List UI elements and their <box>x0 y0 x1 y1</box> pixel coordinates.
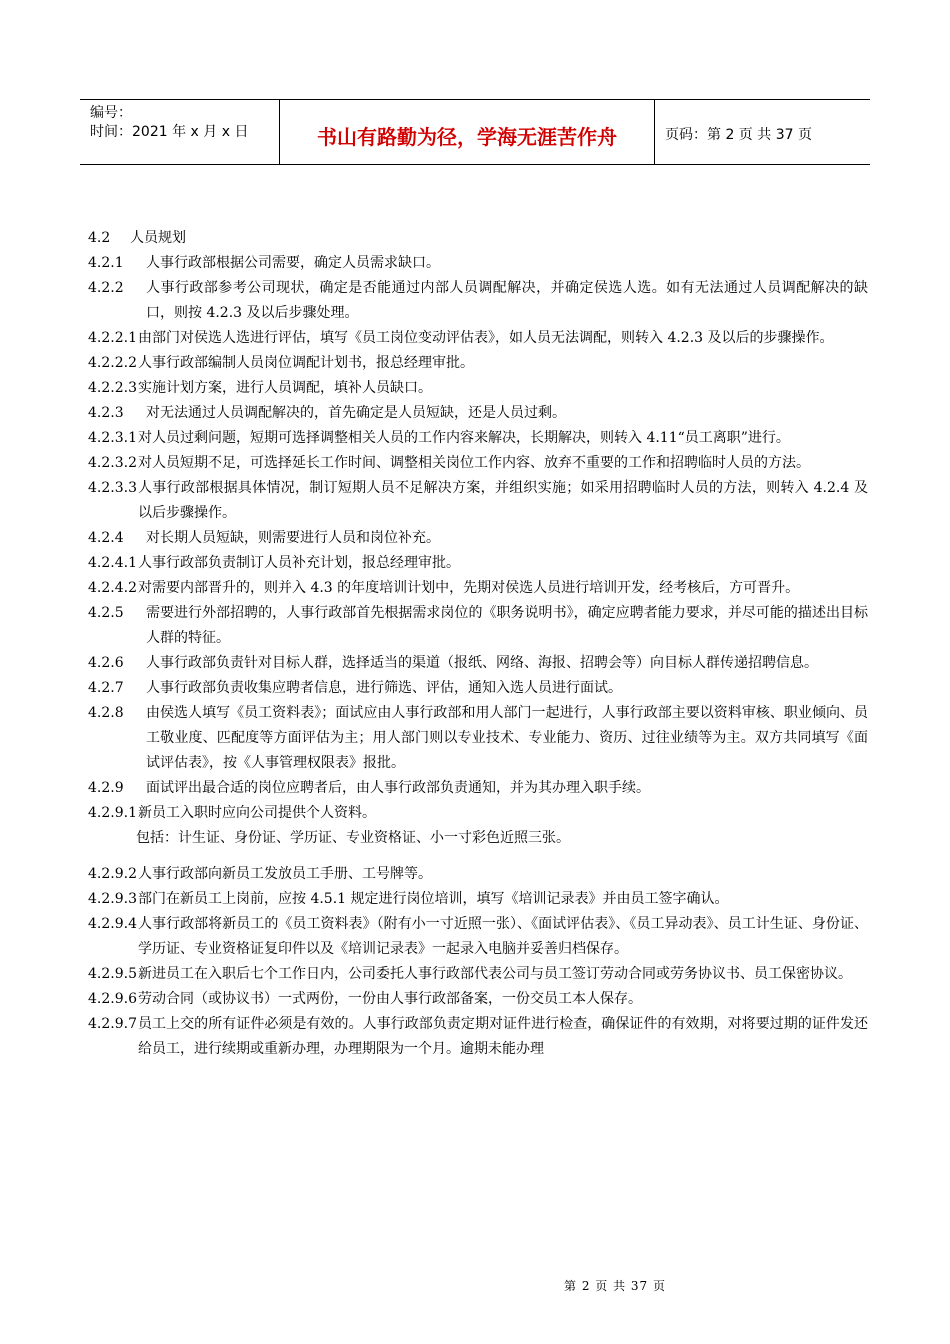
paragraph-number: 4.2.9 <box>88 780 124 796</box>
paragraph-text: 面试评出最合适的岗位应聘者后，由人事行政部负责通知，并为其办理入职手续。 <box>146 780 650 796</box>
paragraph-text: 人事行政部参考公司现状，确定是否能通过内部人员调配解决，并确定侯选人选。如有无法通过人员调配解决的缺口，则按 4.2.3 及以后步骤处理。 <box>146 280 868 321</box>
header-left-cell <box>80 100 280 164</box>
paragraph <box>88 701 868 776</box>
paragraph <box>88 251 868 276</box>
paragraph-number: 4.2.9.6 <box>88 991 137 1007</box>
paragraph-number: 4.2.3 <box>88 405 124 421</box>
header-number-label: 编号： <box>90 105 132 121</box>
paragraph-text: 实施计划方案，进行人员调配，填补人员缺口。 <box>138 380 432 396</box>
paragraph-text: 人员规划 <box>130 230 186 246</box>
paragraph-text: 包括：计生证、身份证、学历证、专业资格证、小一寸彩色近照三张。 <box>136 830 570 846</box>
document-body <box>88 226 868 1062</box>
paragraph <box>88 1012 868 1062</box>
paragraph <box>88 987 868 1012</box>
paragraph-text: 对人员过剩问题，短期可选择调整相关人员的工作内容来解决，长期解决，则转入 4.11“员工离职”进行。 <box>138 430 790 446</box>
paragraph <box>88 887 868 912</box>
page-footer <box>0 1277 950 1294</box>
paragraph <box>88 601 868 651</box>
paragraph-number: 4.2.2.1 <box>88 330 137 346</box>
paragraph-text: 新进员工在入职后七个工作日内，公司委托人事行政部代表公司与员工签订劳动合同或劳务协议书、员工保密协议。 <box>138 966 852 982</box>
paragraph-number: 4.2.4.1 <box>88 555 137 571</box>
paragraph <box>88 776 868 801</box>
paragraph-number: 4.2.9.4 <box>88 916 137 932</box>
header-time-label: 时间：2021 年 x 月 x 日 <box>90 124 249 140</box>
paragraph-number: 4.2.5 <box>88 605 124 621</box>
paragraph <box>88 962 868 987</box>
header-page-info: 页码：第 2 页 共 37 页 <box>665 127 812 143</box>
paragraph <box>88 826 868 851</box>
paragraph-text: 由部门对侯选人选进行评估，填写《员工岗位变动评估表》，如人员无法调配，则转入 4.2.3 及以后的步骤操作。 <box>138 330 834 346</box>
paragraph-text: 对长期人员短缺，则需要进行人员和岗位补充。 <box>146 530 440 546</box>
header-table <box>80 99 870 165</box>
paragraph-text: 人事行政部编制人员岗位调配计划书，报总经理审批。 <box>138 355 474 371</box>
paragraph <box>88 576 868 601</box>
paragraph <box>88 651 868 676</box>
paragraph-text: 人事行政部负责收集应聘者信息，进行筛选、评估，通知入选人员进行面试。 <box>146 680 622 696</box>
paragraph-number: 4.2.2.2 <box>88 355 137 371</box>
paragraph <box>88 551 868 576</box>
paragraph-text: 需要进行外部招聘的，人事行政部首先根据需求岗位的《职务说明书》，确定应聘者能力要求，并尽可能的描述出目标人群的特征。 <box>146 605 868 646</box>
paragraph-text: 对无法通过人员调配解决的，首先确定是人员短缺，还是人员过剩。 <box>146 405 566 421</box>
paragraph-number: 4.2 <box>88 230 111 246</box>
paragraph <box>88 676 868 701</box>
paragraph-text: 部门在新员工上岗前，应按 4.5.1 规定进行岗位培训，填写《培训记录表》并由员工签字确认。 <box>138 891 729 907</box>
paragraph-number: 4.2.9.2 <box>88 866 137 882</box>
paragraph-number: 4.2.9.7 <box>88 1016 137 1032</box>
paragraph-text: 对需要内部晋升的，则并入 4.3 的年度培训计划中，先期对侯选人员进行培训开发，经考核后，方可晋升。 <box>138 580 800 596</box>
paragraph <box>88 862 868 887</box>
paragraph <box>88 401 868 426</box>
paragraph-number: 4.2.3.2 <box>88 455 137 471</box>
paragraph-text: 人事行政部将新员工的《员工资料表》（附有小一寸近照一张）、《面试评估表》、《员工异动表》、员工计生证、身份证、学历证、专业资格证复印件以及《培训记录表》一起录入电脑并妥善归档保存。 <box>138 916 868 957</box>
paragraph-number: 4.2.6 <box>88 655 124 671</box>
paragraph-text: 新员工入职时应向公司提供个人资料。 <box>138 805 376 821</box>
paragraph <box>88 426 868 451</box>
paragraph-text: 员工上交的所有证件必须是有效的。人事行政部负责定期对证件进行检查，确保证件的有效期，对将要过期的证件发还给员工，进行续期或重新办理，办理期限为一个月。逾期未能办理 <box>138 1016 868 1057</box>
paragraph <box>88 912 868 962</box>
paragraph-number: 4.2.4.2 <box>88 580 137 596</box>
paragraph-number: 4.2.2 <box>88 280 124 296</box>
paragraph <box>88 526 868 551</box>
header-motto: 书山有路勤为径，学海无涯苦作舟 <box>280 100 655 164</box>
paragraph-number: 4.2.9.1 <box>88 805 137 821</box>
paragraph <box>88 226 868 251</box>
paragraph-number: 4.2.4 <box>88 530 124 546</box>
paragraph-number: 4.2.9.3 <box>88 891 137 907</box>
paragraph-text: 人事行政部根据公司需要，确定人员需求缺口。 <box>146 255 440 271</box>
paragraph <box>88 451 868 476</box>
paragraph-text: 人事行政部向新员工发放员工手册、工号牌等。 <box>138 866 432 882</box>
paragraph <box>88 476 868 526</box>
footer-page-number: 第 2 页 共 37 页 <box>564 1279 666 1293</box>
paragraph <box>88 276 868 326</box>
paragraph-number: 4.2.1 <box>88 255 124 271</box>
paragraph-text: 人事行政部负责制订人员补充计划，报总经理审批。 <box>138 555 460 571</box>
paragraph-number: 4.2.2.3 <box>88 380 137 396</box>
paragraph-text: 人事行政部根据具体情况，制订短期人员不足解决方案，并组织实施；如采用招聘临时人员的方法，则转入 4.2.4 及以后步骤操作。 <box>138 480 868 521</box>
paragraph <box>88 326 868 351</box>
paragraph-number: 4.2.9.5 <box>88 966 137 982</box>
paragraph-number: 4.2.7 <box>88 680 124 696</box>
paragraph <box>88 376 868 401</box>
paragraph <box>88 801 868 826</box>
paragraph <box>88 351 868 376</box>
paragraph-number: 4.2.8 <box>88 705 124 721</box>
paragraph-text: 劳动合同（或协议书）一式两份，一份由人事行政部备案，一份交员工本人保存。 <box>138 991 642 1007</box>
paragraph-text: 由侯选人填写《员工资料表》；面试应由人事行政部和用人部门一起进行，人事行政部主要以资料审核、职业倾向、员工敬业度、匹配度等方面评估为主；用人部门则以专业技术、专业能力、资历、过往业绩等为主。双方共同填写《面试评估表》，按《人事管理权限表》报批。 <box>146 705 868 771</box>
paragraph-text: 人事行政部负责针对目标人群，选择适当的渠道（报纸、网络、海报、招聘会等）向目标人群传递招聘信息。 <box>146 655 818 671</box>
paragraph-text: 对人员短期不足，可选择延长工作时间、调整相关岗位工作内容、放弃不重要的工作和招聘临时人员的方法。 <box>138 455 810 471</box>
paragraph-number: 4.2.3.3 <box>88 480 137 496</box>
paragraph-number: 4.2.3.1 <box>88 430 137 446</box>
